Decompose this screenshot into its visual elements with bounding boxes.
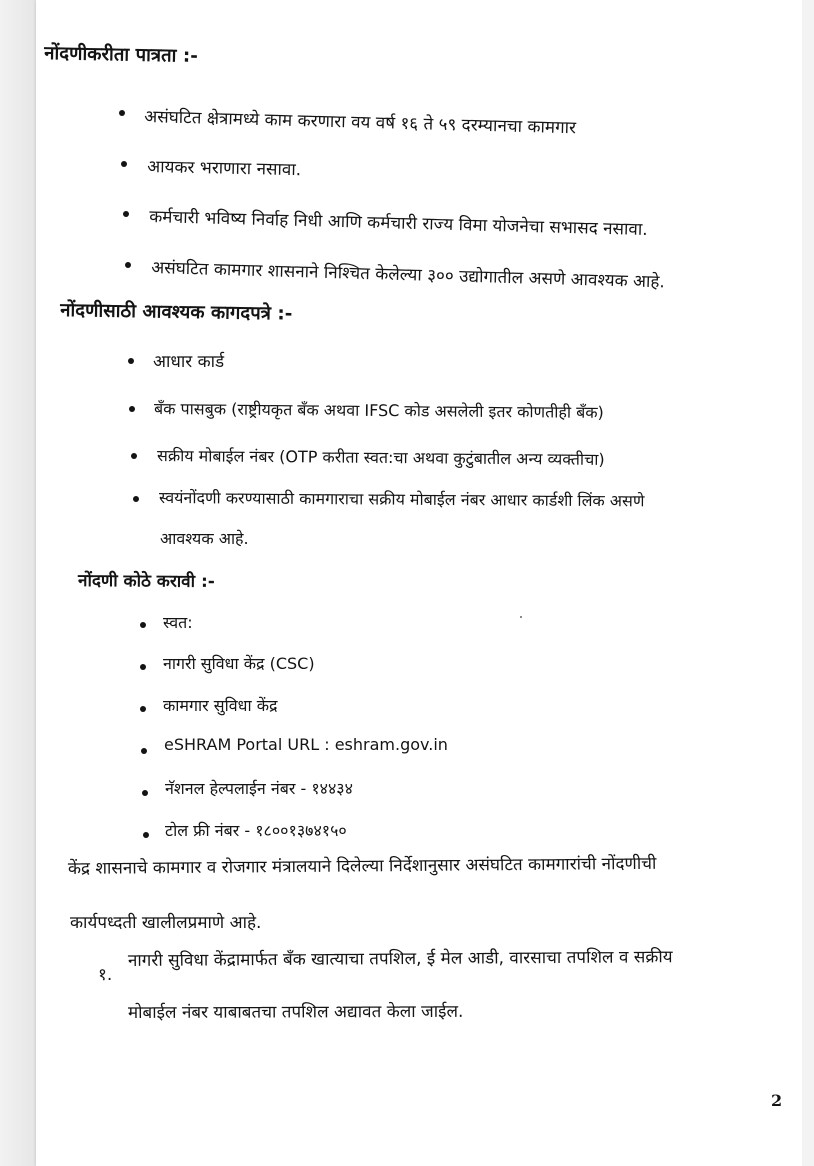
where-heading: नोंदणी कोठे करावी :-	[78, 571, 215, 592]
bullet-icon	[143, 832, 149, 838]
bullet-icon	[141, 748, 147, 754]
where-item-6: टोल फ्री नंबर - १८००१३७४१५०	[165, 821, 347, 840]
bullet-icon	[119, 110, 125, 116]
where-item-3: कामगार सुविधा केंद्र	[163, 696, 278, 715]
scan-speck	[520, 616, 522, 618]
where-item-2: नागरी सुविधा केंद्र (CSC)	[163, 654, 315, 673]
documents-item-4-continuation: आवश्यक आहे.	[160, 529, 249, 548]
bullet-icon	[131, 453, 137, 459]
procedure-paragraph-line-1: केंद्र शासनाचे कामगार व रोजगार मंत्रालयाने दिलेल्या निर्देशानुसार असंघटित कामगारांची नोंदणीची	[67, 853, 657, 879]
bullet-icon	[140, 664, 146, 670]
eligibility-heading: नोंदणीकरीता पात्रता :-	[44, 43, 199, 67]
bullet-icon	[121, 161, 127, 167]
numbered-item-line-1: नागरी सुविधा केंद्रामार्फत बँक खात्याचा तपशिल, ई मेल आडी, वारसाचा तपशिल व सक्रीय	[127, 947, 673, 971]
eligibility-item-4: असंघटित कामगार शासनाने निश्चित केलेल्या ३०० उद्योगातील असणे आवश्यक आहे.	[151, 258, 666, 293]
eligibility-item-2: आयकर भराणारा नसावा.	[147, 157, 302, 181]
bullet-icon	[142, 790, 148, 796]
eligibility-item-3: कर्मचारी भविष्य निर्वाह निधी आणि कर्मचारी राज्य विमा योजनेचा सभासद नसावा.	[149, 207, 648, 241]
right-margin-shade	[802, 0, 814, 1166]
where-item-1: स्वत:	[163, 613, 193, 632]
where-item-4: eSHRAM Portal URL : eshram.gov.in	[164, 735, 448, 754]
documents-item-2: बँक पासबुक (राष्ट्रीयकृत बँक अथवा IFSC कोड असलेली इतर कोणतीही बँक)	[154, 399, 604, 422]
documents-item-1: आधार कार्ड	[153, 352, 225, 372]
where-item-5: नॅशनल हेल्पलाईन नंबर - १४४३४	[165, 779, 353, 798]
documents-item-3: सक्रीय मोबाईल नंबर (OTP करीता स्वत:चा अथवा कुटुंबातील अन्य व्यक्तीचा)	[157, 446, 605, 469]
procedure-paragraph-line-2: कार्यपध्दती खालीलप्रमाणे आहे.	[70, 913, 262, 933]
bullet-icon	[140, 706, 146, 712]
bullet-icon	[140, 622, 146, 628]
bullet-icon	[123, 211, 129, 217]
left-margin-shade	[0, 0, 36, 1166]
documents-heading: नोंदणीसाठी आवश्यक कागदपत्रे :-	[60, 300, 293, 325]
numbered-item-marker: १.	[98, 965, 113, 985]
document-page	[36, 0, 802, 1166]
eligibility-item-1: असंघटित क्षेत्रामध्ये काम करणारा वय वर्ष १६ ते ५९ दरम्यानचा कामगार	[144, 107, 577, 139]
bullet-icon	[125, 262, 131, 268]
page-number: 2	[771, 1091, 783, 1110]
bullet-icon	[133, 496, 139, 502]
documents-item-4: स्वयंनोंदणी करण्यासाठी कामगाराचा सक्रीय मोबाईल नंबर आधार कार्डशी लिंक असणे	[159, 488, 645, 511]
bullet-icon	[128, 358, 134, 364]
numbered-item-line-2: मोबाईल नंबर याबाबतचा तपशिल अद्यावत केला जाईल.	[127, 1001, 464, 1023]
bullet-icon	[129, 406, 135, 412]
